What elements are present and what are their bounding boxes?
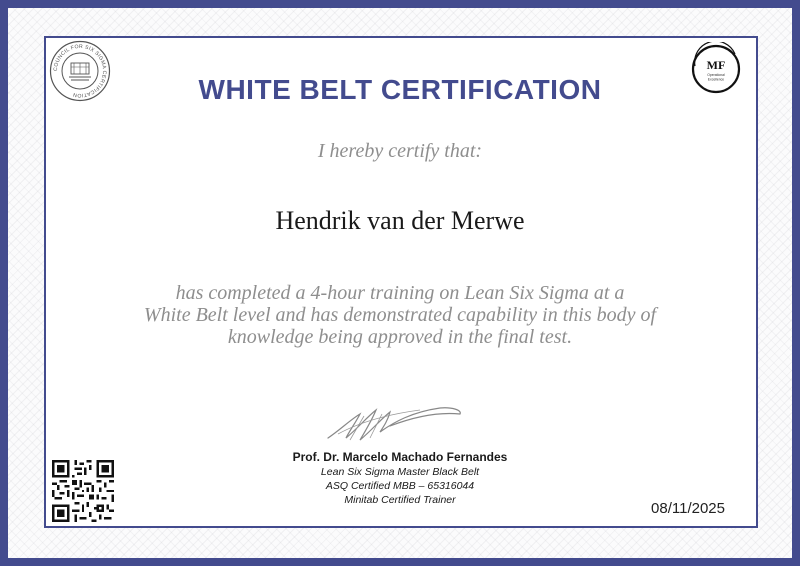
qr-code-icon <box>52 460 114 522</box>
statement-line: knowledge being approved in the final test. <box>227 326 573 348</box>
statement-line: has completed a 4-hour training on Lean Six Sigma at a <box>175 282 625 304</box>
signer-block <box>0 450 800 507</box>
signer-credential: ASQ Certified MBB – 65316044 <box>325 480 475 492</box>
signer-credential: Minitab Certified Trainer <box>344 494 456 506</box>
logo-subtitle-2: Excellence <box>707 77 725 82</box>
statement-line: White Belt level and has demonstrated capability in this body of <box>143 304 657 326</box>
issue-date: 08/11/2025 <box>651 500 725 517</box>
signature-icon <box>320 400 470 446</box>
completion-statement <box>120 282 680 348</box>
logo-subtitle-1: Operational <box>707 73 725 77</box>
certify-intro: I hereby certify that: <box>317 140 483 162</box>
signer-credential: Lean Six Sigma Master Black Belt <box>320 466 480 478</box>
signer-name: Prof. Dr. Marcelo Machado Fernandes <box>292 450 508 464</box>
certificate-title: WHITE BELT CERTIFICATION <box>198 74 602 105</box>
recipient-name: Hendrik van der Merwe <box>275 206 525 235</box>
seal-ring-text: COUNCIL FOR SIX SIGMA CERTIFICATION <box>52 43 108 99</box>
logo-monogram: MF <box>706 58 726 72</box>
